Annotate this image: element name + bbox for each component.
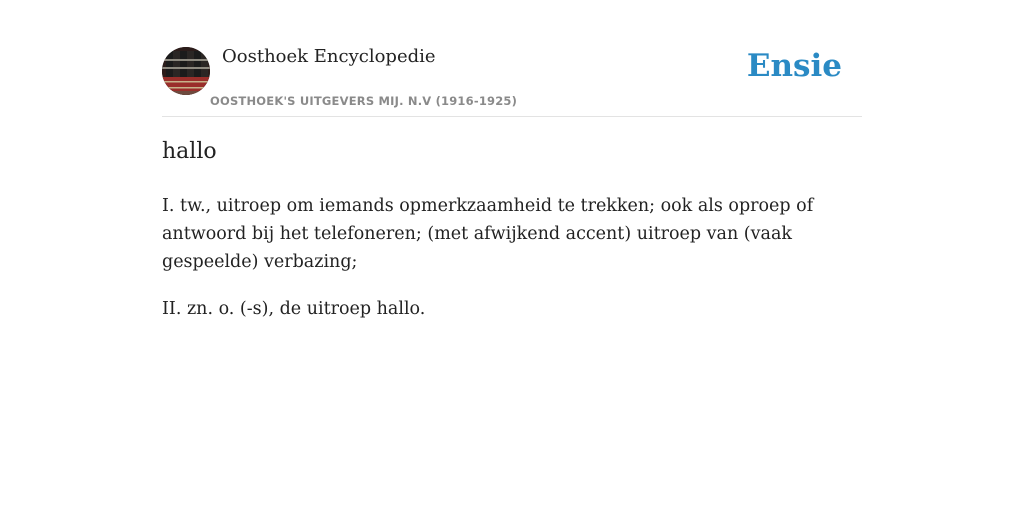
publisher-subtitle: OOSTHOEK'S UITGEVERS MIJ. N.V (1916-1925)	[210, 94, 518, 108]
definition-2: II. zn. o. (-s), de uitroep hallo.	[162, 299, 426, 319]
entry-term: hallo	[162, 139, 217, 164]
entry-header	[162, 40, 862, 117]
definition-1: I. tw., uitroep om iemands opmerkzaamheid te trekken; ook als oproep of antwoord bij het telefoneren; (met afwijkend accent) uitroep van (vaak gespeelde) verbazing;	[162, 196, 814, 272]
book-spines-icon[interactable]	[162, 47, 210, 95]
site-title[interactable]: Oosthoek Encyclopedie	[222, 46, 436, 67]
ensie-logo[interactable]: Ensie	[746, 48, 842, 84]
